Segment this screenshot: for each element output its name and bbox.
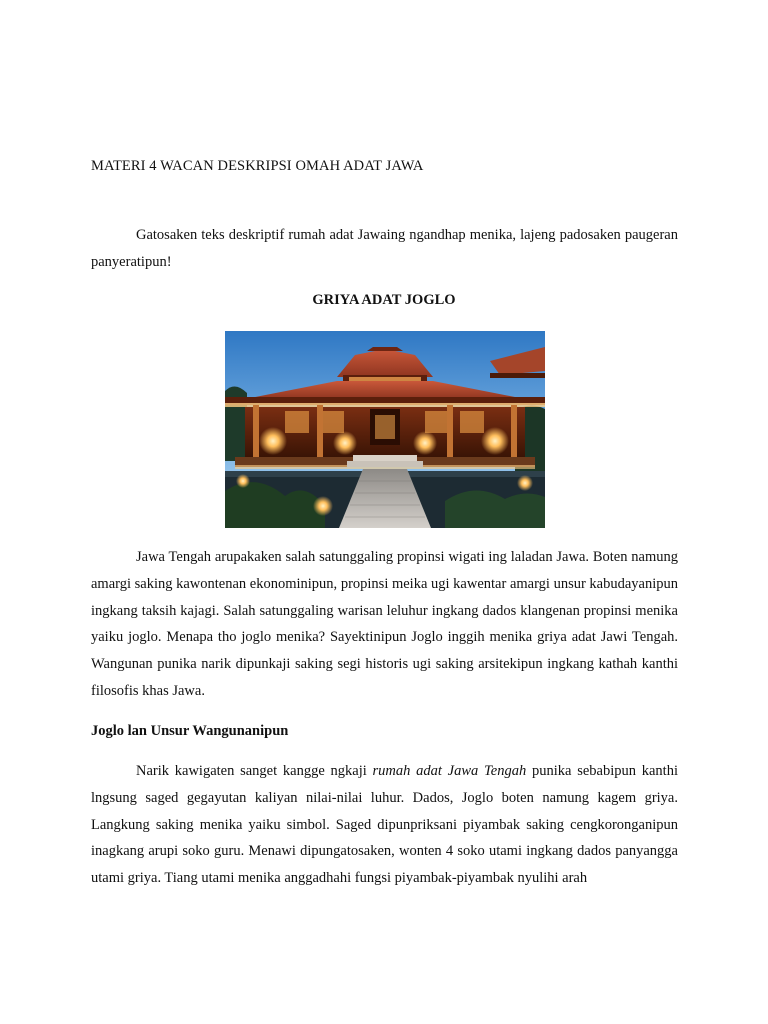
joglo-house-photo xyxy=(225,331,545,528)
intro-paragraph: Gatosaken teks deskriptif rumah adat Jawaing ngandhap menika, lajeng padosaken paugeran panyeratipun! xyxy=(91,227,678,270)
paragraph-2-start: Narik kawigaten sanget kangge ngkaji xyxy=(136,763,373,779)
subheading-joglo: Joglo lan Unsur Wangunanipun xyxy=(91,723,289,739)
paragraph-2-rest: punika sebabipun kanthi lngsung saged gegayutan kaliyan nilai-nilai luhur. Dados, Joglo boten namung kagem griya. Langkung saking menika yaiku simbol. Saged dipunpriksani piyambak saking cengkoronganipun inagkang arupi soko guru. Menawi dipungatosaken, wonten 4 soko utami ingkang dados panyangga utami griya. Tiang utami menika anggadhahi fungsi piyambak-piyambak nyulihi arah xyxy=(91,763,678,887)
paragraph-jawa-tengah: Jawa Tengah arupakaken salah satunggaling propinsi wigati ing laladan Jawa. Boten namung amargi saking kawontenan ekonominipun, propinsi meika ugi kawentar amargi unsur kabudayanipun ingkang taksih kajagi. Salah satunggaling warisan leluhur ingkang dados klangenan propinsi menika yaiku joglo. Menapa tho joglo menika? Sayektinipun Joglo inggih menika griya adat Jawi Tengah. Wangunan punika narik dipunkaji saking segi historis ugi saking arsitekipun ingkang kathah kanthi filosofis khas Jawa. xyxy=(91,549,678,699)
paragraph-narik-kawigaten xyxy=(91,758,678,892)
section-title: GRIYA ADAT JOGLO xyxy=(312,292,456,308)
joglo-house-illustration xyxy=(225,331,545,528)
document-title: MATERI 4 WACAN DESKRIPSI OMAH ADAT JAWA xyxy=(91,158,424,174)
paragraph-2-italic: rumah adat Jawa Tengah xyxy=(372,763,527,779)
